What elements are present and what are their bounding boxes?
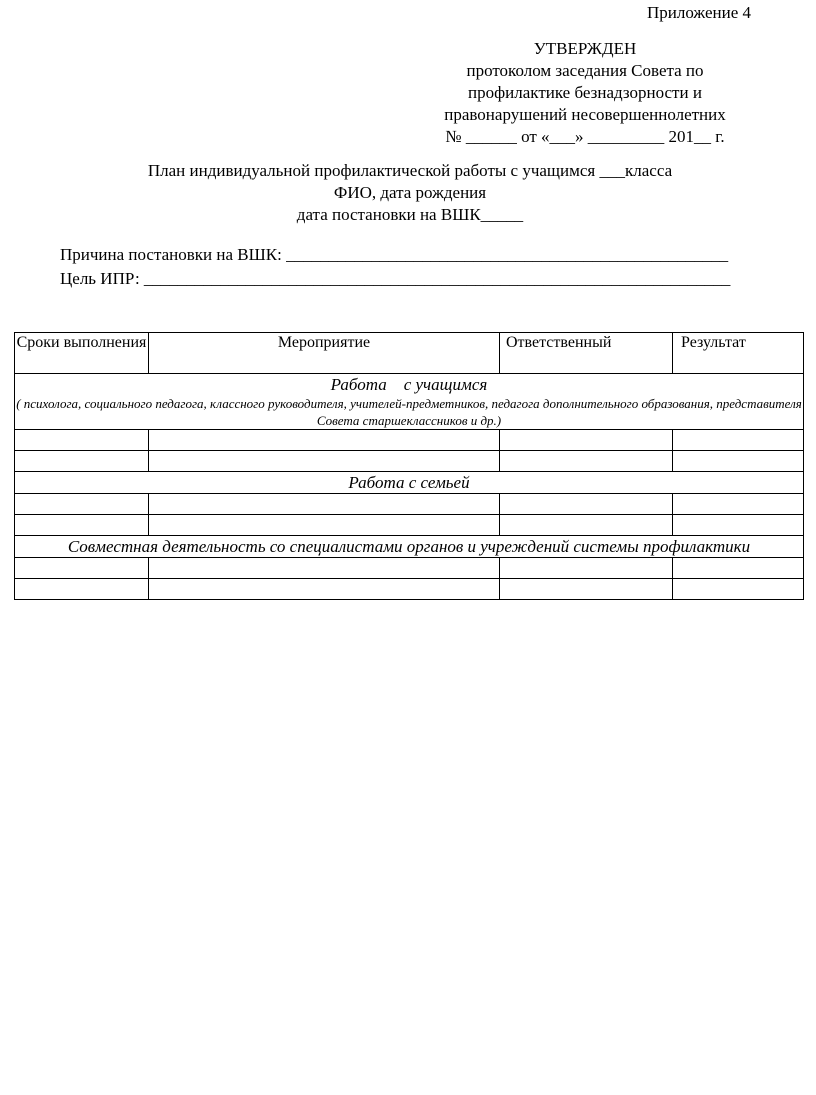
cell[interactable] bbox=[15, 579, 149, 600]
section-title: Работа с учащимся bbox=[330, 375, 488, 394]
table-row bbox=[15, 494, 804, 515]
cell[interactable] bbox=[149, 558, 500, 579]
table-header-row bbox=[15, 333, 804, 374]
approval-line: правонарушений несовершеннолетних bbox=[444, 105, 726, 124]
header-deadline: Сроки выполнения bbox=[15, 333, 149, 374]
cell[interactable] bbox=[500, 579, 673, 600]
plan-table bbox=[14, 332, 804, 600]
cell[interactable] bbox=[673, 579, 804, 600]
reason-field: Причина постановки на ВШК: ____________________________________________________ bbox=[60, 245, 729, 264]
section-row bbox=[15, 472, 804, 494]
table-row bbox=[15, 558, 804, 579]
approval-title: УТВЕРЖДЕН bbox=[533, 39, 637, 58]
cell[interactable] bbox=[149, 494, 500, 515]
plan-fio-line: ФИО, дата рождения bbox=[333, 183, 487, 202]
plan-date-line: дата постановки на ВШК_____ bbox=[296, 205, 524, 224]
section-row bbox=[15, 374, 804, 430]
cell[interactable] bbox=[15, 430, 149, 451]
table-row bbox=[15, 451, 804, 472]
table-row bbox=[15, 579, 804, 600]
section-title: Совместная деятельность со специалистами органов и учреждений системы профилактики bbox=[15, 536, 804, 558]
cell[interactable] bbox=[673, 430, 804, 451]
cell[interactable] bbox=[15, 515, 149, 536]
cell[interactable] bbox=[149, 515, 500, 536]
header-result: Результат bbox=[673, 333, 804, 374]
plan-title bbox=[80, 160, 740, 226]
cell[interactable] bbox=[673, 515, 804, 536]
cell[interactable] bbox=[500, 558, 673, 579]
cell[interactable] bbox=[149, 579, 500, 600]
cell[interactable] bbox=[500, 430, 673, 451]
cell[interactable] bbox=[673, 558, 804, 579]
section-title: Работа с семьей bbox=[15, 472, 804, 494]
header-responsible: Ответственный bbox=[500, 333, 673, 374]
section-subtitle: ( психолога, социального педагога, классного руководителя, учителей-предметников, педагога дополнительного образования, представителя Совета старшеклассников и др.) bbox=[16, 396, 802, 428]
cell[interactable] bbox=[149, 451, 500, 472]
cell[interactable] bbox=[673, 494, 804, 515]
cell[interactable] bbox=[500, 515, 673, 536]
approval-block bbox=[400, 38, 770, 148]
cell[interactable] bbox=[500, 494, 673, 515]
cell[interactable] bbox=[500, 451, 673, 472]
table-row bbox=[15, 515, 804, 536]
approval-date-line: № ______ от «___» _________ 201__ г. bbox=[445, 127, 725, 146]
approval-line: протоколом заседания Совета по bbox=[466, 61, 704, 80]
section-row bbox=[15, 536, 804, 558]
cell[interactable] bbox=[673, 451, 804, 472]
header-activity: Мероприятие bbox=[149, 333, 500, 374]
table-row bbox=[15, 430, 804, 451]
cell[interactable] bbox=[15, 451, 149, 472]
approval-line: профилактике безнадзорности и bbox=[468, 83, 702, 102]
cell[interactable] bbox=[15, 494, 149, 515]
cell[interactable] bbox=[15, 558, 149, 579]
goal-field: Цель ИПР: _____________________________________________________________________ bbox=[60, 269, 731, 288]
plan-title-line: План индивидуальной профилактической работы с учащимся ___класса bbox=[147, 161, 673, 180]
cell[interactable] bbox=[149, 430, 500, 451]
appendix-label: Приложение 4 bbox=[647, 3, 751, 22]
